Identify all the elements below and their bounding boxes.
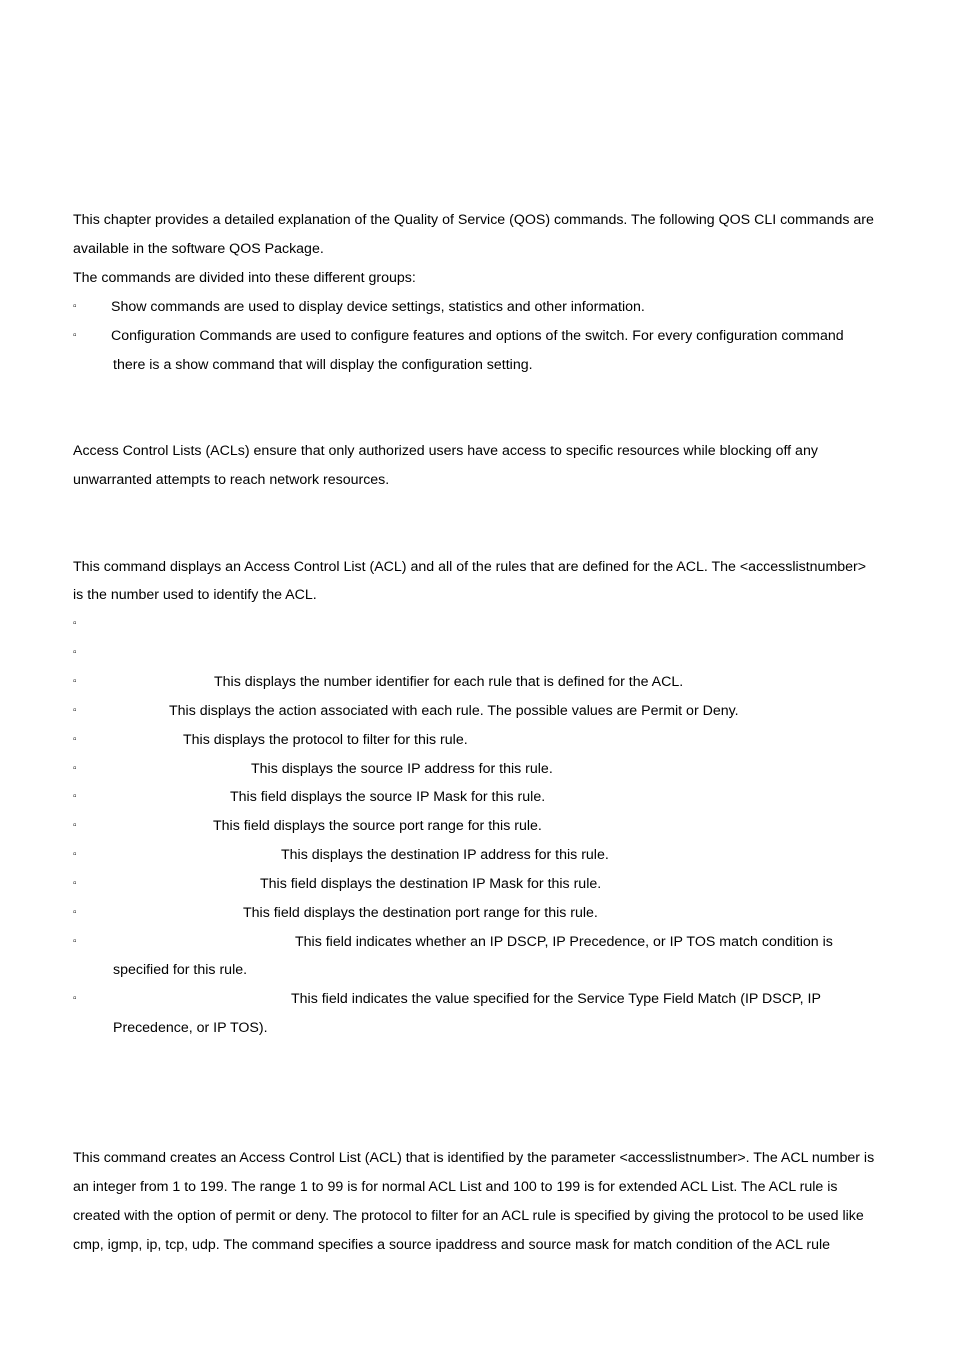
field-action-desc: This displays the action associated with each rule. The possible values are Permit or Deny. — [169, 703, 739, 719]
intro-paragraph-line-1: This chapter provides a detailed explanation of the Quality of Service (QOS) commands. The following QOS CLI commands are — [73, 212, 874, 228]
field-source-mask-desc: This field displays the source IP Mask for this rule. — [230, 789, 546, 805]
bullet-icon: ▫ — [73, 618, 77, 629]
bullet-icon: ▫ — [73, 849, 77, 860]
bullet-icon: ▫ — [73, 791, 77, 802]
field-source-ip-desc: This displays the source IP address for this rule. — [251, 761, 553, 777]
field-source-port-desc: This field displays the source port range for this rule. — [213, 818, 542, 834]
create-acl-paragraph-line-1: This command creates an Access Control List (ACL) that is identified by the parameter <accesslistnumber>. The ACL number is — [73, 1150, 875, 1166]
bullet-icon: ▫ — [73, 878, 77, 889]
bullet-icon: ▫ — [73, 907, 77, 918]
field-service-type-value-desc: This field indicates the value specified for the Service Type Field Match (IP DSCP, IP — [291, 991, 821, 1007]
bullet-icon: ▫ — [73, 820, 77, 831]
create-acl-paragraph-line-4: cmp, igmp, ip, tcp, udp. The command specifies a source ipaddress and source mask for match condition of the ACL rule — [73, 1237, 831, 1253]
bullet-config-commands: Configuration Commands are used to configure features and options of the switch. For every configuration command — [111, 328, 844, 344]
acl-paragraph-line-2: unwarranted attempts to reach network resources. — [73, 472, 390, 488]
bullet-icon: ▫ — [73, 936, 77, 947]
intro-paragraph-line-2: available in the software QOS Package. — [73, 241, 324, 257]
bullet-icon: ▫ — [73, 647, 77, 658]
field-service-type-value-desc-cont: Precedence, or IP TOS). — [113, 1020, 268, 1036]
bullet-icon: ▫ — [73, 301, 77, 312]
field-dest-mask-desc: This field displays the destination IP Mask for this rule. — [260, 876, 602, 892]
bullet-icon: ▫ — [73, 676, 77, 687]
create-acl-paragraph-line-3: created with the option of permit or deny. The protocol to filter for an ACL rule is specified by giving the protocol to be used like — [73, 1208, 864, 1224]
bullet-icon: ▫ — [73, 705, 77, 716]
show-acl-paragraph-line-2: is the number used to identify the ACL. — [73, 587, 317, 603]
bullet-icon: ▫ — [73, 763, 77, 774]
field-dest-ip-desc: This displays the destination IP address for this rule. — [281, 847, 609, 863]
acl-paragraph-line-1: Access Control Lists (ACLs) ensure that only authorized users have access to specific resources while blocking off any — [73, 443, 818, 459]
field-rule-number-desc: This displays the number identifier for each rule that is defined for the ACL. — [214, 674, 684, 690]
field-dest-port-desc: This field displays the destination port range for this rule. — [243, 905, 598, 921]
bullet-config-commands-cont: there is a show command that will display the configuration setting. — [113, 357, 533, 373]
groups-intro: The commands are divided into these different groups: — [73, 270, 416, 286]
bullet-icon: ▫ — [73, 993, 77, 1004]
field-service-type-match-desc-cont: specified for this rule. — [113, 962, 248, 978]
show-acl-paragraph-line-1: This command displays an Access Control List (ACL) and all of the rules that are defined for the ACL. The <accesslistnumber> — [73, 559, 867, 575]
bullet-show-commands: Show commands are used to display device settings, statistics and other information. — [111, 299, 645, 315]
bullet-icon: ▫ — [73, 734, 77, 745]
field-service-type-match-desc: This field indicates whether an IP DSCP, IP Precedence, or IP TOS match condition is — [295, 934, 833, 950]
bullet-icon: ▫ — [73, 330, 77, 341]
create-acl-paragraph-line-2: an integer from 1 to 199. The range 1 to 99 is for normal ACL List and 100 to 199 is for extended ACL List. The ACL rule is — [73, 1179, 838, 1195]
field-protocol-desc: This displays the protocol to filter for this rule. — [183, 732, 468, 748]
